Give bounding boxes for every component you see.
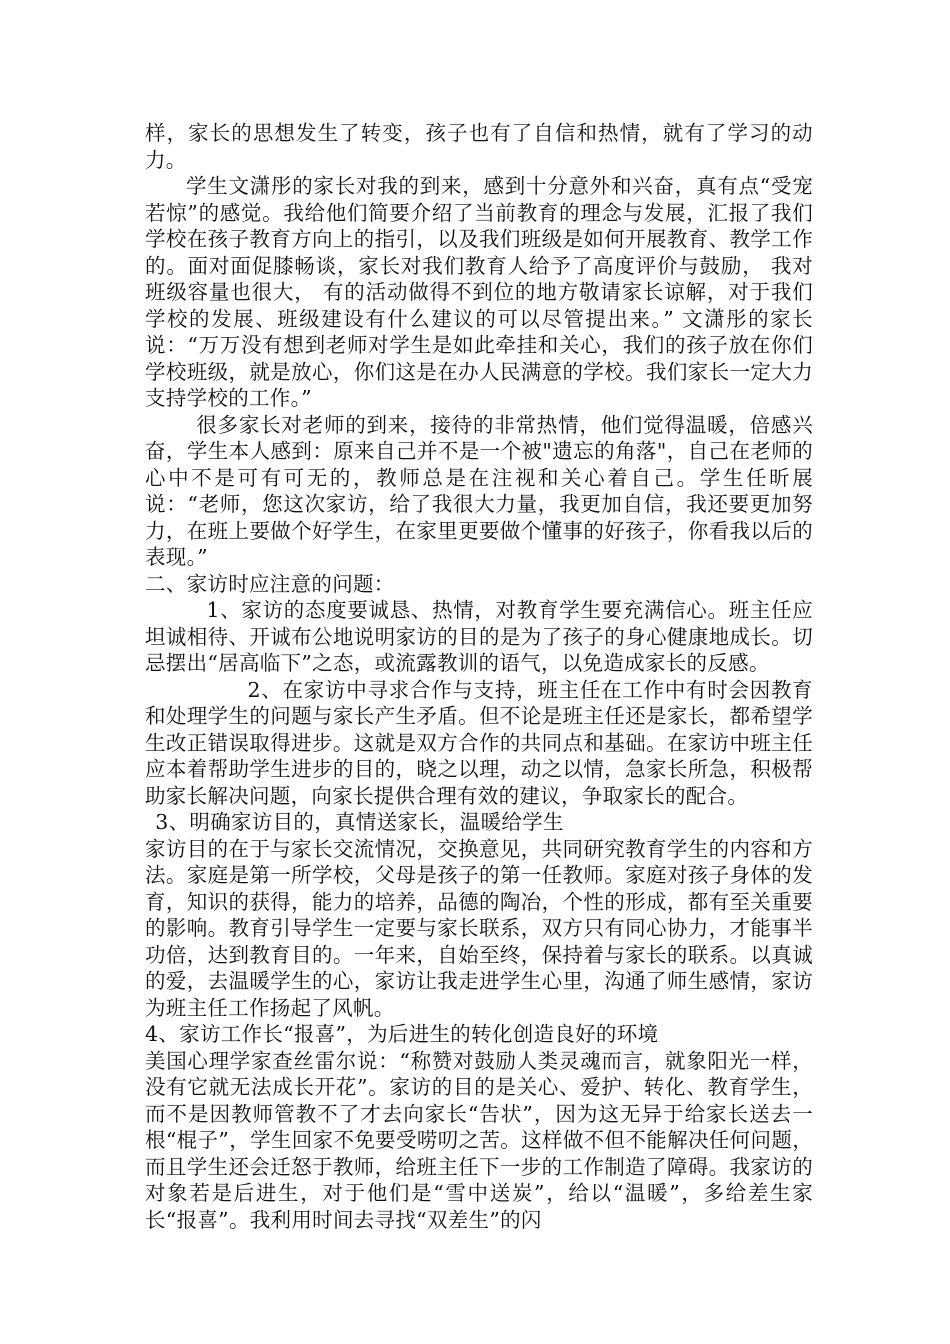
paragraph-parents-welcome: 很多家长对老师的到来，接待的非常热情，他们觉得温暖，倍感兴奋，学生本人感到：原来自己并不是一个被"遗忘的角落"，自己在老师的心中不是可有可无的，教师总是在注视和关心着自己。学生任昕展说：“老师，您这次家访，给了我很大力量，我更加自信，我还要更加努力，在班上要做个好学生，在家里更要做个懂事的好孩子，你看我以后的表现。” [145, 412, 813, 569]
paragraph-wen-xiaotong-visit: 学生文潇彤的家长对我的到来，感到十分意外和兴奋，真有点“受宠若惊”的感觉。我给他们简要介绍了当前教育的理念与发展，汇报了我们学校在孩子教育方向上的指引，以及我们班级是如何开展教育、教学工作的。面对面促膝畅谈，家长对我们教育人给予了高度评价与鼓励， 我对班级容量也很大， 有的活动做得不到位的地方敬请家长谅解，对于我们学校的发展、班级建设有什么建议的可以尽管提出来。” 文潇彤的家长说：“万万没有想到老师对学生是如此牵挂和关心，我们的孩子放在你们学校班级，就是放心，你们这是在办人民满意的学校。我们家长一定大力支持学校的工作。” [145, 174, 813, 410]
point-4-body: 美国心理学家查丝雷尔说：“称赞对鼓励人类灵魂而言，就象阳光一样，没有它就无法成长开花”。家访的目的是关心、爱护、转化、教育学生，而不是因教师管教不了才去向家长“告状”，因为这无异于给家长送去一根“棍子”，学生回家不免要受唠叨之苦。这样做不但不能解决任何问题，而且学生还会迁怒于教师，给班主任下一步的工作制造了障碍。我家访的对象若是后进生，对于他们是“雪中送炭”，给以“温暖”，多给差生家长“报喜”。我利用时间去寻找“双差生”的闪 [145, 1048, 813, 1232]
paragraph-continuation: 样，家长的思想发生了转变，孩子也有了自信和热情，就有了学习的动力。 [145, 121, 813, 172]
section-heading-2: 二、家访时应注意的问题： [145, 571, 395, 596]
point-2-cooperation: 2、在家访中寻求合作与支持，班主任在工作中有时会因教育和处理学生的问题与家长产生矛盾。但不论是班主任还是家长，都希望学生改正错误取得进步。这就是双方合作的共同点和基础。在家访中班主任应本着帮助学生进步的目的，晓之以理，动之以情，急家长所急，积极帮助家长解决问题，向家长提供合理有效的建议，争取家长的配合。 [145, 677, 813, 808]
document-body [145, 120, 813, 1233]
point-3-body: 家访目的在于与家长交流情况，交换意见，共同研究教育学生的内容和方法。家庭是第一所学校，父母是孩子的第一任教师。家庭对孩子身体的发育，知识的获得，能力的培养，品德的陶冶，个性的形成，都有至关重要的影响。教育引导学生一定要与家长联系，双方只有同心协力，才能事半功倍，达到教育目的。一年来，自始至终，保持着与家长的联系。以真诚的爱，去温暖学生的心，家访让我走进学生心里，沟通了师生感情，家访为班主任工作扬起了风帆。 [145, 836, 813, 1020]
point-1-attitude: 1、家访的态度要诚恳、热情，对教育学生要充满信心。班主任应坦诚相待、开诚布公地说明家访的目的是为了孩子的身心健康地成长。切忌摆出“居高临下”之态，或流露教训的语气，以免造成家长的反感。 [145, 598, 813, 675]
point-4-heading: 4、家访工作长“报喜”，为后进生的转化创造良好的环境 [145, 1022, 659, 1046]
point-3-heading: 3、明确家访目的，真情送家长，温暖给学生 [155, 810, 564, 834]
